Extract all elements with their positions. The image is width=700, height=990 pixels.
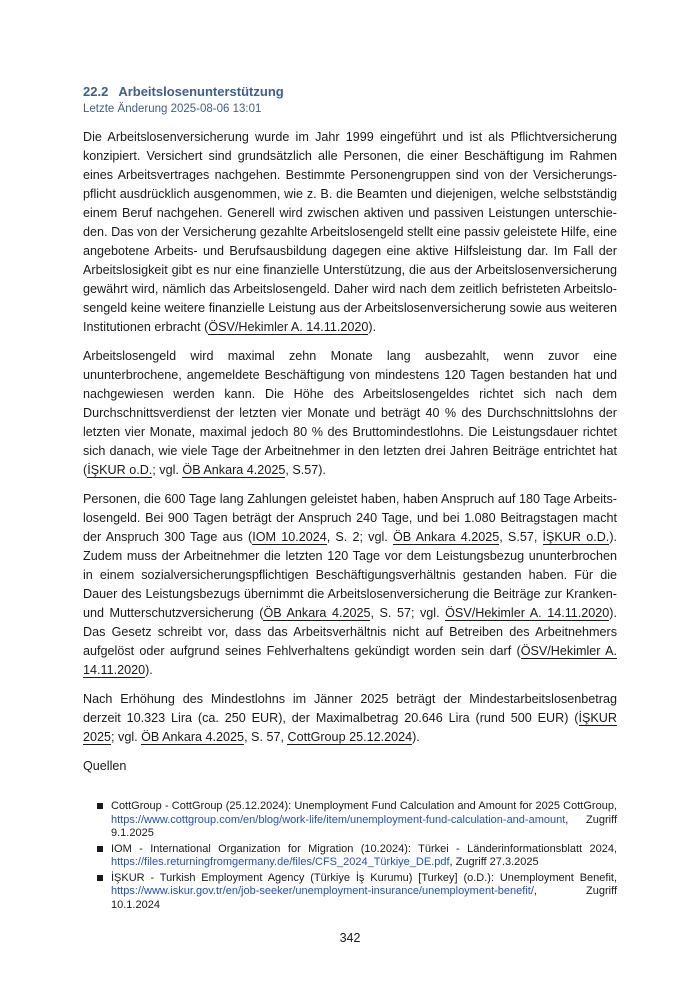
source-url-link[interactable]: https://www.cottgroup.com/en/blog/work-life/item/unemployment-fund-calculation-and-amount xyxy=(111,813,566,826)
paragraph-text: ). Das Gesetz schreibt vor, dass das Arbeitsverhältnis nicht auf Betreiben des Arbeitnehmers aufgelöst oder aufgrund seines Fehlverhaltens gekündigt worden sein darf ( xyxy=(83,606,617,658)
paragraph xyxy=(83,490,617,680)
paragraph-text: Personen, die 600 Tage lang Zahlungen geleistet haben, haben Anspruch auf 180 Tage Arbeitslosengeld. Bei 900 Tagen beträgt der Anspruch 240 Tage, und bei 1.080 Beitragstagen macht der Anspruch 300 Tage aus ( xyxy=(83,492,617,544)
paragraph-text: Die Arbeitslosenversicherung wurde im Jahr 1999 eingeführt und ist als Pflichtversicherung konzipiert. Versichert sind grundsätzlich alle Personen, die einer Beschäftigung im Rahmen eines Arbeitsvertrages nachgehen. Bestimmte Personengruppen sind von der Versicherungspflicht ausdrücklich ausgenommen, wie z. B. die Beamten und diejenigen, welche selbstständig einem Beruf nachgehen. Generell wird zwischen aktiven und passiven Leistungen unterschieden. Das von der Versicherung gezahlte Arbeitslosengeld stellt eine passiv geleistete Hilfe, eine angebotene Arbeits- und Berufsausbildung dagegen eine aktive Hilfsleistung dar. Im Fall der Arbeitslosigkeit gibt es nur eine finanzielle Unterstützung, die aus der Arbeitslosenversicherung gewährt wird, nämlich das Arbeitslosengeld. Daher wird nach dem zeitlich befristeten Arbeitslosengeld keine weitere finanzielle Leistung aus der Arbeitslosenversicherung sowie aus weiteren Institutionen erbracht ( xyxy=(83,130,617,334)
citation-link[interactable]: İŞKUR o.D. xyxy=(87,463,153,477)
citation-link[interactable]: ÖB Ankara 4.2025 xyxy=(392,530,500,544)
paragraph-text: , S.57, xyxy=(499,530,543,544)
citation-link[interactable]: CottGroup 25.12.2024 xyxy=(287,730,413,744)
citation-link[interactable]: ÖSV/Hekimler A. 14.11.2020 xyxy=(208,320,369,334)
paragraph-text: , S. 57, xyxy=(244,730,288,744)
citation-link[interactable]: İŞKUR o.D. xyxy=(542,530,610,544)
source-item xyxy=(97,800,617,841)
source-access-date: , Zugriff 10.1.2024 xyxy=(111,885,617,911)
citation-link[interactable]: İŞKUR 2025 xyxy=(83,711,617,744)
source-text: İŞKUR - Turkish Employment Agency (Türkiye İş Kurumu) [Turkey] (o.D.): Unemployment Benefit, xyxy=(111,871,617,884)
document-page xyxy=(83,84,617,914)
citation-link[interactable]: ÖB Ankara 4.2025 xyxy=(263,606,371,620)
paragraph-text: ; vgl. xyxy=(152,463,183,477)
page-number: 342 xyxy=(339,931,361,945)
source-text: CottGroup - CottGroup (25.12.2024): Unemployment Fund Calculation and Amount for 2025 CottGroup, xyxy=(111,800,617,812)
section-heading xyxy=(83,84,617,100)
bullet-icon xyxy=(97,846,103,852)
citation-link[interactable]: ÖB Ankara 4.2025 xyxy=(141,730,245,744)
paragraph-text: ). Zudem muss der Arbeitnehmer die letzten 120 Tage vor dem Leistungsbezug ununterbrochen in einem sozialversicherungspflichtigen Beschäftigungsverhältnis gestanden haben. Für die Dauer des Leistungsbezugs übernimmt die Arbeitslosenversicherung die Beiträge zur Kranken- und Mutterschutzversicherung ( xyxy=(83,530,618,620)
paragraph xyxy=(83,690,617,747)
sources-title: Quellen xyxy=(83,759,127,773)
citation-link[interactable]: ÖB Ankara 4.2025 xyxy=(182,463,286,477)
paragraph-text: , S. 2; vgl. xyxy=(326,530,393,544)
source-url-link[interactable]: https://files.returningfromgermany.de/files/CFS_2024_Türkiye_DE.pdf xyxy=(111,856,450,868)
paragraph-text: ). xyxy=(145,663,153,677)
paragraph xyxy=(83,347,617,480)
paragraph-text: ; vgl. xyxy=(111,730,142,744)
bullet-icon xyxy=(97,875,103,881)
paragraph-text: , S. 57; vgl. xyxy=(370,606,446,620)
section-title: Arbeitslosenunterstützung xyxy=(118,84,284,99)
source-url-link[interactable]: https://www.iskur.gov.tr/en/job-seeker/unemployment-insurance/unemployment-benefit/ xyxy=(111,885,534,897)
source-item xyxy=(97,872,617,913)
source-text: IOM - International Organization for Migration (10.2024): Türkei - Länderinformationsblatt 2024, xyxy=(111,842,617,855)
paragraph-text: Arbeitslosengeld wird maximal zehn Monate lang ausbezahlt, wenn zuvor eine ununterbrochene, angemeldete Beschäftigung von mindestens 120 Tagen bestanden hat und nachgewiesen werden kann. Die Höhe des Arbeitslosengeldes richtet sich nach dem Durchschnittsverdienst der letzten vier Monate und beträgt 40 % des Durchschnittslohns der letzten vier Monate, maximal jedoch 80 % des Bruttomindestlohns. Die Leistungsdauer richtet sich danach, wie viele Tage der Arbeitnehmer in den letzten drei Jahren Beiträge entrichtet hat ( xyxy=(83,349,617,477)
paragraph-text: Nach Erhöhung des Mindestlohns im Jänner 2025 beträgt der Mindestarbeitslosenbetrag derzeit 10.323 Lira (ca. 250 EUR), der Maximalbetrag 20.646 Lira (rund 500 EUR) ( xyxy=(83,692,617,725)
paragraph-text: ). xyxy=(368,320,377,334)
last-modified: Letzte Änderung 2025-08-06 13:01 xyxy=(83,103,262,115)
paragraph-text: , S.57). xyxy=(285,463,326,477)
paragraph-text: ). xyxy=(412,730,420,744)
bullet-icon xyxy=(97,803,103,809)
source-access-date: , Zugriff 9.1.2025 xyxy=(111,813,617,839)
section-number: 22.2 xyxy=(83,84,109,99)
citation-link[interactable]: IOM 10.2024 xyxy=(252,530,327,544)
citation-link[interactable]: ÖSV/Hekimler A. 14.11.2020 xyxy=(83,644,617,677)
source-item xyxy=(97,843,617,870)
source-access-date: , Zugriff 27.3.2025 xyxy=(449,856,539,868)
citation-link[interactable]: ÖSV/Hekimler A. 14.11.2020 xyxy=(445,606,610,620)
sources-list xyxy=(83,800,617,912)
paragraph xyxy=(83,128,617,337)
body-text xyxy=(83,128,617,747)
